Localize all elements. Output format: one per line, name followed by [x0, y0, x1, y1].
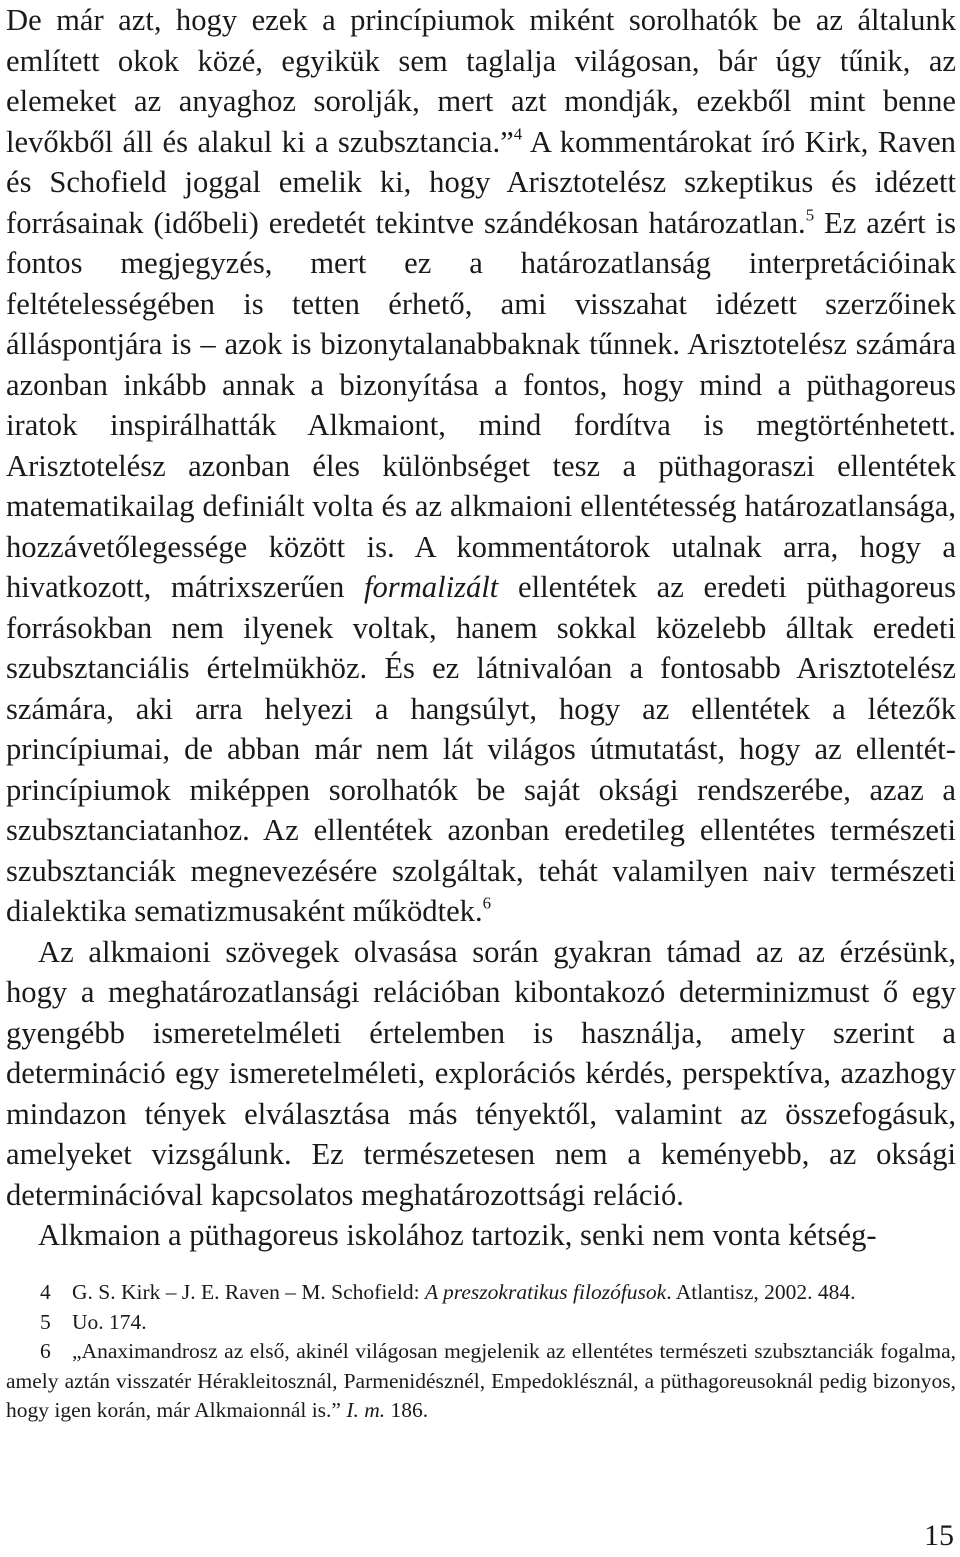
footnote-4	[6, 1278, 956, 1308]
footnote-6	[6, 1337, 956, 1426]
footnote-ref-4: 4	[513, 123, 523, 143]
footnote-4-text-a: G. S. Kirk – J. E. Raven – M. Schofield:	[72, 1280, 425, 1304]
footnote-5-number: 5	[40, 1309, 51, 1334]
footnote-6-text: „Anaximandrosz az első, akinél világosan megjelenik az ellentétes természeti szubsztanciák fogalma, amely aztán visszatér Hérakleitosznál, Parmenidésznél, Empedoklésznál, a püthagoreusoknál pedig bizonyos, hogy igen korán, már Alkmaionnál is.”	[6, 1339, 956, 1423]
footnotes	[6, 1278, 956, 1426]
paragraph-3: Alkmaion a püthagoreus iskolához tartozik, senki nem vonta kétség-	[38, 1218, 877, 1252]
footnote-4-text-b: . Atlantisz, 2002. 484.	[666, 1280, 856, 1304]
footnote-4-number: 4	[40, 1280, 51, 1304]
footnote-ref-5: 5	[805, 204, 815, 224]
page-number: 15	[924, 1519, 954, 1552]
paragraph-1	[6, 0, 956, 932]
footnote-6-ref: I. m.	[346, 1398, 386, 1423]
footnote-5	[6, 1308, 956, 1338]
paragraph-1-part-d: ellentétek az eredeti püthagoreus forrásokban nem ilyenek voltak, hanem sokkal közelebb álltak eredeti szubsztanciális értelmükhöz. És ez látnivalóan a fontosabb Arisztotelész számára, aki arra helyezi a hangsúlyt, hogy az ellentétek a létezők princípiumai, de abban már nem lát világos útmutatást, hogy az ellentét-princípiumok miképpen sorolhatók be saját oksági rendszerébe, azaz a szubsztanciatanhoz. Az ellentétek azonban eredetileg ellentétes természeti szubsztanciák megnevezésére szolgáltak, tehát valamilyen naiv természeti dialektika sematizmusaként működtek.	[6, 570, 956, 928]
paragraph-2: Az alkmaioni szövegek olvasása során gyakran támad az az érzésünk, hogy a meghatározatlansági relációban kibontakozó determinizmust ő egy gyengébb ismeretelméleti értelemben is használja, amely szerint a determináció egy ismeretelméleti, explorációs kérdés, perspektíva, azazhogy mindazon tények elválasztása más tényektől, valamint az összefogásuk, amelyeket vizsgálunk. Ez természetesen nem a keményebb, az oksági determinációval kapcsolatos meghatározottsági reláció.	[6, 934, 956, 1212]
paragraph-1-part-a: De már azt, hogy ezek a princípiumok miként sorolhatók be az általunk említett okok közé, egyikük sem taglalja világosan, bár úgy tűnik, az elemeket az anyaghoz sorolják, mert azt mondják, ezekből mint benne levőkből áll és alakul ki a szubsztancia.”	[6, 3, 956, 159]
footnote-4-book-title: A preszokratikus filozófusok	[424, 1280, 667, 1304]
footnote-5-text: Uo. 174.	[72, 1309, 147, 1334]
footnote-6-page: 186.	[385, 1398, 429, 1423]
paragraph-1-part-c: Ez azért is fontos megjegyzés, mert ez a határozatlanság interpretációinak feltételességében is tetten érhető, ami visszahat idézett szerzőinek álláspontjára is – azok is bizonytalanabbaknak tűnnek. Arisztotelész számára azonban inkább annak a bizonyítása a fontos, hogy mind a püthagoreus iratok inspirálhatták Alkmaiont, mind fordítva is megtörténhetett. Arisztotelész azonban éles különbséget tesz a püthagoraszi ellentétek matematikailag definiált volta és az alkmaioni ellentétesség határozatlansága, hozzávetőlegessége között is. A kommentátorok utalnak arra, hogy a hivatkozott, mátrixszerűen	[6, 205, 956, 604]
main-text	[6, 0, 956, 1256]
footnote-ref-6: 6	[482, 893, 492, 913]
paragraph-1-part-b: A kommentárokat író Kirk, Raven és Schofield joggal emelik ki, hogy Arisztotelész szkeptikus és idézett forrásainak (időbeli) eredetét tekintve szándékosan határozatlan.	[6, 124, 956, 240]
footnote-6-number: 6	[40, 1339, 51, 1364]
emphasis-formalizalt: formalizált	[364, 570, 499, 604]
